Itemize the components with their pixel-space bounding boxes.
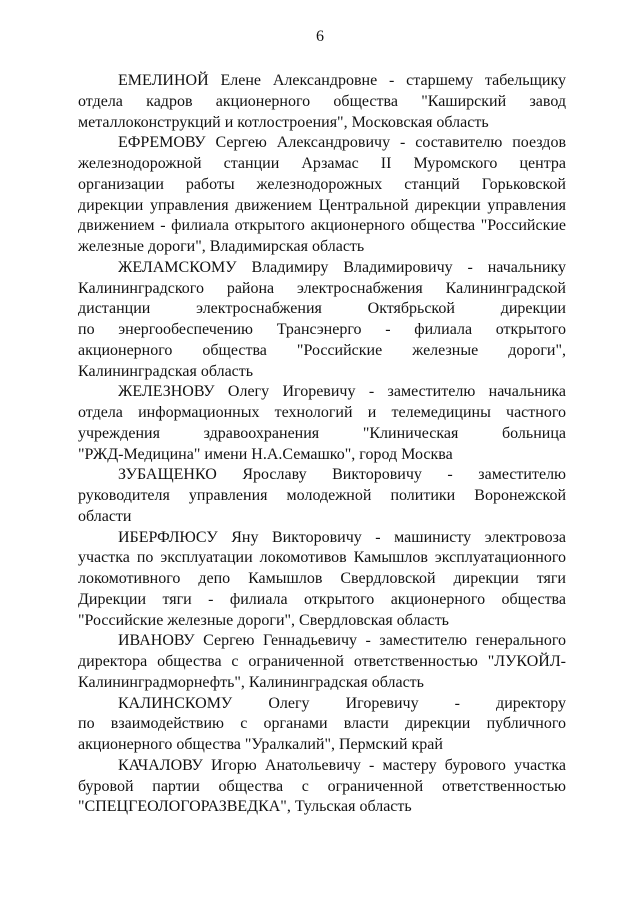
entry-line: ИВАНОВУ Сергею Геннадьевичу - заместителю генерального <box>118 632 566 650</box>
entry-line: КАЧАЛОВУ Игорю Анатольевичу - мастеру бурового участка <box>118 756 566 774</box>
award-entry <box>78 694 566 756</box>
entry-line: локомотивного депо Камышлов Свердловской дирекции тяги <box>78 570 566 587</box>
entry-line: акционерного общества "Российские железные дороги", <box>78 341 566 359</box>
entry-line: буровой партии общества с ограниченной ответственностью <box>78 777 566 795</box>
entry-line: железнодорожной станции Арзамас II Муромского центра <box>78 155 566 172</box>
entry-line: "РЖД-Медицина" имени Н.А.Семашко", город Москва <box>78 445 453 463</box>
entry-line: директора общества с ограниченной ответственностью "ЛУКОЙЛ- <box>78 653 566 670</box>
entry-line: ИБЕРФЛЮСУ Яну Викторовичу - машинисту электровоза <box>118 528 566 546</box>
entry-line: организации работы железнодорожных станций Горьковской <box>78 175 566 193</box>
award-entry <box>78 258 566 383</box>
entry-line: участка по эксплуатации локомотивов Камышлов эксплуатационного <box>78 549 566 567</box>
award-list <box>78 71 566 818</box>
entry-line: ЖЕЛЕЗНОВУ Олегу Игоревичу - заместителю начальника <box>118 383 566 401</box>
entry-line: "СПЕЦГЕОЛОГОРАЗВЕДКА", Тульская область <box>78 798 412 816</box>
entry-line: ЕФРЕМОВУ Сергею Александровичу - составителю поездов <box>118 134 566 152</box>
entry-line: Калининградская область <box>78 362 254 380</box>
entry-line: дистанции электроснабжения Октябрьской дирекции <box>78 300 566 318</box>
entry-line: отдела кадров акционерного общества "Каширский завод <box>78 92 566 110</box>
award-entry <box>78 631 566 693</box>
entry-line: отдела информационных технологий и телемедицины частного <box>78 404 566 421</box>
award-entry <box>78 382 566 465</box>
entry-line: КАЛИНСКОМУ Олегу Игоревичу - директору <box>118 694 566 712</box>
award-entry <box>78 756 566 818</box>
entry-line: учреждения здравоохранения "Клиническая больница <box>78 424 566 442</box>
award-entry <box>78 528 566 632</box>
award-entry <box>78 465 566 527</box>
entry-line: области <box>78 507 132 525</box>
entry-line: движением - филиала открытого акционерного общества "Российские <box>78 217 566 235</box>
entry-line: ЕМЕЛИНОЙ Елене Александровне - старшему табельщику <box>118 72 566 89</box>
entry-line: ЗУБАЩЕНКО Ярославу Викторовичу - заместителю <box>118 466 566 484</box>
entry-line: Дирекции тяги - филиала открытого акционерного общества <box>78 590 566 608</box>
entry-line: "Российские железные дороги", Свердловская область <box>78 611 449 629</box>
entry-line: ЖЕЛАМСКОМУ Владимиру Владимировичу - начальнику <box>118 258 566 276</box>
award-entry <box>78 71 566 133</box>
entry-line: руководителя управления молодежной политики Воронежской <box>78 487 566 504</box>
entry-line: железные дороги", Владимирская область <box>78 238 365 255</box>
page-number: 6 <box>316 28 324 45</box>
entry-line: Калининградморнефть", Калининградская область <box>78 673 424 691</box>
entry-line: по энергообеспечению Трансэнерго - филиала открытого <box>78 321 566 338</box>
entry-line: Калининградского района электроснабжения Калининградской <box>78 279 566 297</box>
entry-line: дирекции управления движением Центральной дирекции управления <box>78 196 566 214</box>
award-entry <box>78 133 566 258</box>
entry-line: металлоконструкций и котлостроения", Московская область <box>78 113 489 131</box>
entry-line: по взаимодействию с органами власти дирекции публичного <box>78 715 566 733</box>
entry-line: акционерного общества "Уралкалий", Пермский край <box>78 736 443 753</box>
